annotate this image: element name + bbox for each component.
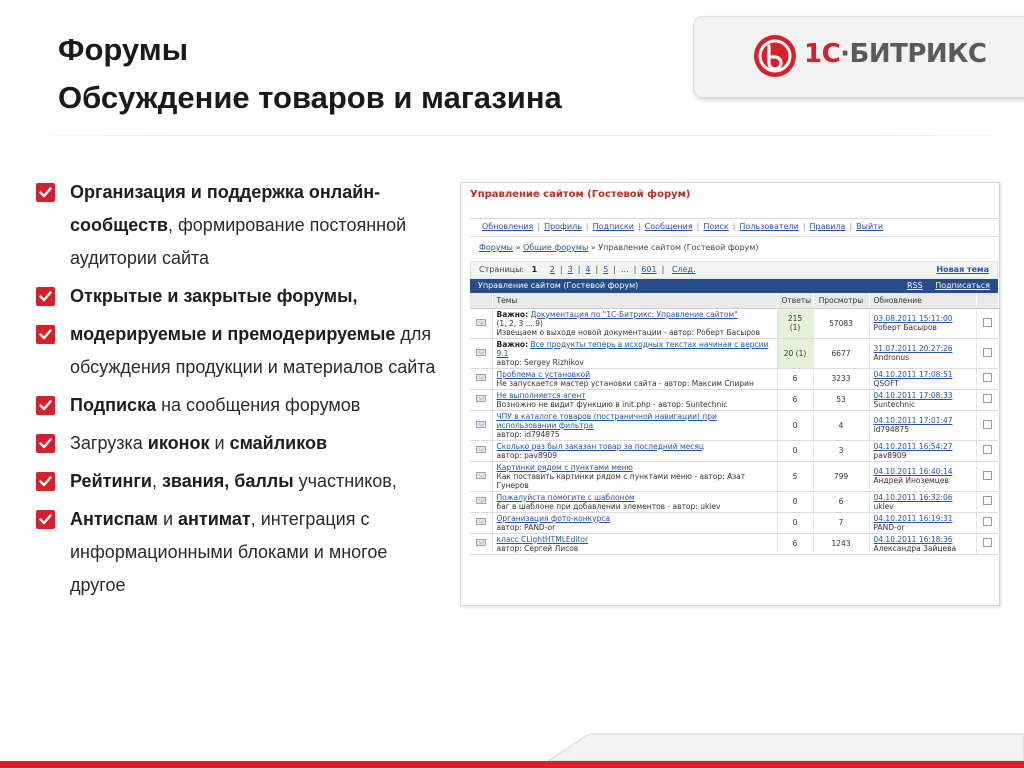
updated-cell xyxy=(869,533,976,554)
feature-bold-text: антимат xyxy=(178,509,251,529)
feature-text: , формирование постоянной аудитории сайта xyxy=(70,215,407,268)
topic-description: автор: PAND-or xyxy=(496,522,556,532)
views-cell xyxy=(813,368,869,389)
topics-table xyxy=(470,293,999,555)
replies-count: 0 xyxy=(792,518,798,527)
column-updated: Обновление xyxy=(869,293,976,308)
topic-envelope-icon xyxy=(476,539,486,546)
feature-bold-text: иконок xyxy=(147,433,210,453)
feature-bold-text: Организация и поддержка онлайн-сообществ xyxy=(70,182,381,235)
feature-item xyxy=(36,318,446,384)
pager-current-page: 1 xyxy=(531,265,538,274)
menu-link[interactable]: Выйти xyxy=(856,222,884,231)
checkbox-checked-icon xyxy=(36,510,55,529)
last-post-author: Andronus xyxy=(873,353,910,362)
feature-list xyxy=(36,176,446,607)
topic-envelope-icon xyxy=(476,497,486,504)
pager-page-link[interactable]: 5 xyxy=(603,265,609,274)
last-post-author: uklev xyxy=(873,501,894,511)
views-cell xyxy=(813,491,869,512)
topic-cell xyxy=(492,368,777,389)
table-row[interactable] xyxy=(470,368,998,389)
menu-separator: | xyxy=(585,222,589,231)
footer-red-bar xyxy=(0,761,1024,768)
topic-description: автор: Сергей Лисов xyxy=(496,543,579,553)
feature-bold-text: звания, баллы xyxy=(161,471,294,491)
last-post-author: Suntechnic xyxy=(873,399,916,409)
topic-description: автор: id794875 xyxy=(496,429,560,439)
views-count: 3 xyxy=(838,446,844,455)
pager-label: Страницы: xyxy=(479,265,525,274)
row-select-checkbox[interactable] xyxy=(983,445,992,454)
footer-decoration xyxy=(548,733,1024,761)
views-cell xyxy=(813,410,869,440)
topic-description: баг в шаблоне при добавлении элементов - автор: uklev xyxy=(496,501,721,511)
replies-count: 5 xyxy=(792,471,798,481)
replies-cell xyxy=(777,308,813,338)
last-post-date-link[interactable]: 04.10.2011 17:08:51 xyxy=(873,369,953,379)
row-select-checkbox[interactable] xyxy=(983,394,992,403)
last-post-date-link[interactable]: 04.10.2011 16:32:06 xyxy=(873,492,953,502)
last-post-author: Андрей Иноземцев xyxy=(873,476,949,485)
menu-separator: | xyxy=(802,222,806,231)
topic-title-link[interactable]: Не выполняется агент xyxy=(496,390,586,400)
views-cell xyxy=(813,308,869,338)
checkbox-checked-icon xyxy=(36,325,55,344)
menu-link[interactable]: Профиль xyxy=(544,222,582,231)
replies-count: 215 xyxy=(787,314,803,323)
rss-link[interactable]: RSS xyxy=(906,281,923,290)
topic-cell xyxy=(492,491,777,512)
checkbox-checked-icon xyxy=(36,396,55,415)
last-post-author: Александра Зайцева xyxy=(873,543,957,553)
last-post-author: pav8909 xyxy=(873,450,907,460)
topic-cell xyxy=(492,338,777,368)
replies-cell xyxy=(777,440,813,461)
topic-envelope-icon xyxy=(476,395,486,402)
topic-title-link[interactable]: Сколько раз был заказан товар за последний месяц xyxy=(496,441,704,451)
feature-item xyxy=(36,503,446,602)
row-select-checkbox[interactable] xyxy=(983,373,992,382)
pager: Страницы: 1 2 | 3 | 4 | 5 | ... | 601 | След. Новая тема xyxy=(470,261,998,279)
slide-title xyxy=(58,26,698,122)
menu-separator: | xyxy=(849,222,853,231)
menu-separator: | xyxy=(637,222,641,231)
feature-bold-text: Подписка xyxy=(70,395,157,415)
row-select-checkbox[interactable] xyxy=(983,538,992,547)
views-cell xyxy=(813,533,869,554)
table-row[interactable] xyxy=(470,389,998,410)
last-post-author: QSOFT xyxy=(873,378,899,388)
last-post-date-link[interactable]: 04.10.2011 16:19:31 xyxy=(873,513,953,523)
replies-cell xyxy=(777,410,813,440)
breadcrumb-forums-link[interactable]: Форумы xyxy=(479,243,513,252)
updated-cell xyxy=(869,338,976,368)
views-count: 7 xyxy=(838,518,844,527)
feature-text: для обсуждения продукции и материалов сайта xyxy=(70,324,436,377)
views-count: 799 xyxy=(833,471,849,481)
last-post-date-link[interactable]: 04.10.2011 16:54:27 xyxy=(873,441,953,451)
feature-text: на сообщения форумов xyxy=(156,395,361,415)
topic-description: Как поставить картинки рядом с пунктами меню - автор: Азат Гунеров xyxy=(496,471,746,490)
topic-cell xyxy=(492,533,777,554)
checkbox-checked-icon xyxy=(36,434,55,453)
breadcrumb: Форумы » Общие форумы » Управление сайтом (Гостевой форум) xyxy=(479,243,759,252)
forum-menu xyxy=(470,218,998,237)
new-replies-count[interactable]: (1) xyxy=(795,348,807,358)
last-post-author: Роберт Басыров xyxy=(873,323,937,332)
table-row[interactable] xyxy=(470,461,998,491)
views-cell xyxy=(813,440,869,461)
topic-title-link[interactable]: Пожалуйста помогите с шаблоном xyxy=(496,492,635,502)
feature-bold-text: Открытые и закрытые форумы, xyxy=(70,286,358,306)
menu-separator: | xyxy=(696,222,700,231)
topic-title-link[interactable]: Проблема с установкой xyxy=(496,369,591,379)
feature-text: , интеграция с информационными блоками и многое другое xyxy=(70,509,388,595)
views-count: 6677 xyxy=(831,348,851,358)
menu-separator: | xyxy=(537,222,541,231)
important-label: Важно: xyxy=(496,339,529,349)
topic-envelope-icon xyxy=(476,472,486,479)
feature-text: Загрузка xyxy=(70,433,148,453)
updated-cell xyxy=(869,410,976,440)
pager-ellipsis: ... xyxy=(620,265,629,274)
feature-text: и xyxy=(157,509,179,529)
updated-cell xyxy=(869,368,976,389)
column-replies: Ответы xyxy=(777,293,813,308)
last-post-author: id794875 xyxy=(873,425,909,434)
replies-cell xyxy=(777,491,813,512)
views-count: 6 xyxy=(838,497,844,506)
views-cell xyxy=(813,338,869,368)
topic-envelope-icon xyxy=(476,446,486,453)
column-views: Просмотры xyxy=(813,293,869,308)
updated-cell xyxy=(869,512,976,533)
views-count: 57083 xyxy=(829,318,853,328)
topic-title-link[interactable]: ЧПУ в каталоге товаров (постраничной навигации) при использовании фильтра xyxy=(496,411,717,430)
views-cell xyxy=(813,389,869,410)
topic-description: автор: pav8909 xyxy=(496,450,558,460)
topic-envelope-icon xyxy=(476,319,486,326)
topic-cell xyxy=(492,461,777,491)
topic-envelope-icon xyxy=(476,374,486,381)
menu-link[interactable]: Подписки xyxy=(592,222,634,231)
checkbox-checked-icon xyxy=(36,287,55,306)
topic-envelope-icon xyxy=(476,421,486,428)
title-divider xyxy=(28,135,1018,136)
slide-title-line1: Форумы xyxy=(58,32,189,67)
topic-title-link[interactable]: Картинки рядом с пунктами меню xyxy=(496,462,633,472)
replies-count: 0 xyxy=(792,497,798,506)
topic-description: Не запускается мастер установки сайта - автор: Максим Спирин xyxy=(496,378,754,388)
feature-text: участников, xyxy=(293,471,397,491)
pager-page-link[interactable]: 3 xyxy=(567,265,573,274)
replies-cell xyxy=(777,368,813,389)
new-topic-link[interactable]: Новая тема xyxy=(936,265,989,274)
updated-cell xyxy=(869,491,976,512)
views-count: 4 xyxy=(838,420,844,430)
replies-count: 6 xyxy=(792,374,798,383)
updated-cell xyxy=(869,389,976,410)
topic-title-link[interactable]: Организация фото-конкурса xyxy=(496,513,611,523)
row-select-checkbox[interactable] xyxy=(983,318,992,327)
feature-text: и xyxy=(209,433,230,453)
feature-item xyxy=(36,176,446,275)
replies-cell xyxy=(777,533,813,554)
topic-description: автор: Sergey Rizhikov xyxy=(496,357,584,367)
updated-cell xyxy=(869,461,976,491)
feature-item xyxy=(36,465,446,498)
table-row[interactable] xyxy=(470,338,998,368)
replies-cell xyxy=(777,389,813,410)
replies-cell xyxy=(777,461,813,491)
pager-page-link[interactable]: 4 xyxy=(585,265,591,274)
feature-bold-text: смайликов xyxy=(229,433,328,453)
feature-text: , xyxy=(151,471,162,491)
menu-separator: | xyxy=(732,222,736,231)
pager-page-link[interactable]: 2 xyxy=(549,265,555,274)
replies-count: 0 xyxy=(792,446,798,455)
updated-cell xyxy=(869,440,976,461)
feature-item xyxy=(36,389,446,422)
menu-link[interactable]: Пользователи xyxy=(739,222,799,231)
topic-title-link[interactable]: Документация по "1С-Битрикс: Управление сайтом" xyxy=(530,309,738,319)
forum-screenshot xyxy=(460,182,1000,606)
views-count: 1243 xyxy=(831,539,851,548)
replies-cell xyxy=(777,338,813,368)
breadcrumb-current: Управление сайтом (Гостевой форум) xyxy=(598,243,759,252)
last-post-date-link[interactable]: 04.10.2011 17:08:33 xyxy=(873,390,953,400)
pager-next-link[interactable]: След. xyxy=(671,265,696,274)
table-row[interactable] xyxy=(470,512,998,533)
table-row[interactable] xyxy=(470,308,998,338)
feature-bold-text: Антиспам xyxy=(70,509,158,529)
breadcrumb-section-link[interactable]: Общие форумы xyxy=(522,243,589,252)
row-select-checkbox[interactable] xyxy=(983,420,992,429)
replies-count: 6 xyxy=(792,395,798,404)
row-select-checkbox[interactable] xyxy=(983,517,992,526)
important-label: Важно: xyxy=(496,309,529,319)
column-topics: Темы xyxy=(492,293,777,308)
forum-bar-title: Управление сайтом (Гостевой форум) xyxy=(478,281,639,290)
topic-cell xyxy=(492,308,777,338)
topic-cell xyxy=(492,389,777,410)
slide-title-line2: Обсуждение товаров и магазина xyxy=(58,80,562,115)
topic-cell xyxy=(492,512,777,533)
checkbox-checked-icon xyxy=(36,472,55,491)
last-post-date-link[interactable]: 31.07.2011 20:27:26 xyxy=(873,344,953,353)
menu-link[interactable]: Поиск xyxy=(703,222,729,231)
topic-cell xyxy=(492,410,777,440)
table-row[interactable] xyxy=(470,533,998,554)
feature-bold-text: Рейтинги xyxy=(70,471,152,491)
table-row[interactable] xyxy=(470,440,998,461)
replies-cell xyxy=(777,512,813,533)
bitrix-logo-icon xyxy=(752,33,798,79)
last-post-date-link[interactable]: 04.10.2011 16:18:36 xyxy=(873,534,953,544)
topic-pages[interactable]: (1, 2, 3 ... 9) xyxy=(496,318,543,328)
new-replies-count[interactable]: (1) xyxy=(789,323,801,332)
row-select-checkbox[interactable] xyxy=(983,348,992,357)
topics-table-header xyxy=(470,293,998,308)
topic-title-link[interactable]: Все продукты теперь в исходных текстах начиная с версии 9.1 xyxy=(496,339,769,358)
topic-cell xyxy=(492,440,777,461)
views-cell xyxy=(813,512,869,533)
menu-link[interactable]: Обновления xyxy=(482,222,534,231)
forum-title: Управление сайтом (Гостевой форум) xyxy=(470,189,691,200)
forum-header-bar xyxy=(470,279,998,293)
last-post-author: PAND-or xyxy=(873,522,905,532)
subscribe-link[interactable]: Подписаться xyxy=(935,281,990,290)
row-select-checkbox[interactable] xyxy=(983,496,992,505)
replies-count: 0 xyxy=(792,420,798,430)
row-select-checkbox[interactable] xyxy=(983,471,992,480)
last-post-date-link[interactable]: 04.10.2011 16:40:14 xyxy=(873,467,953,476)
bitrix-logo-panel xyxy=(693,16,1024,98)
last-post-date-link[interactable]: 04.10.2011 17:01:47 xyxy=(873,416,953,425)
topic-envelope-icon xyxy=(476,518,486,525)
menu-link[interactable]: Сообщения xyxy=(644,222,693,231)
replies-count: 6 xyxy=(792,539,798,548)
menu-link[interactable]: Правила xyxy=(809,222,846,231)
topic-description: Возножно не видит функцию в init.php - автор: Suntechnic xyxy=(496,399,728,409)
feature-bold-text: модерируемые и премодерируемые xyxy=(70,324,396,344)
last-post-date-link[interactable]: 03.08.2011 15:11:00 xyxy=(873,314,953,323)
topic-envelope-icon xyxy=(476,349,486,356)
pager-page-link[interactable]: 601 xyxy=(641,265,657,274)
feature-item xyxy=(36,427,446,460)
updated-cell xyxy=(869,308,976,338)
views-count: 53 xyxy=(836,395,846,404)
replies-count: 20 xyxy=(783,348,794,358)
feature-item xyxy=(36,280,446,313)
bitrix-logo-text: 1С·БИТРИКС xyxy=(804,39,987,69)
table-row[interactable] xyxy=(470,410,998,440)
views-cell xyxy=(813,461,869,491)
checkbox-checked-icon xyxy=(36,183,55,202)
topic-description: Извещаем о выходе новой документации - автор: Роберт Басыров xyxy=(496,327,761,337)
topic-title-link[interactable]: класс CLightHTMLEditor xyxy=(496,534,589,544)
table-row[interactable] xyxy=(470,491,998,512)
views-count: 3233 xyxy=(831,374,851,383)
